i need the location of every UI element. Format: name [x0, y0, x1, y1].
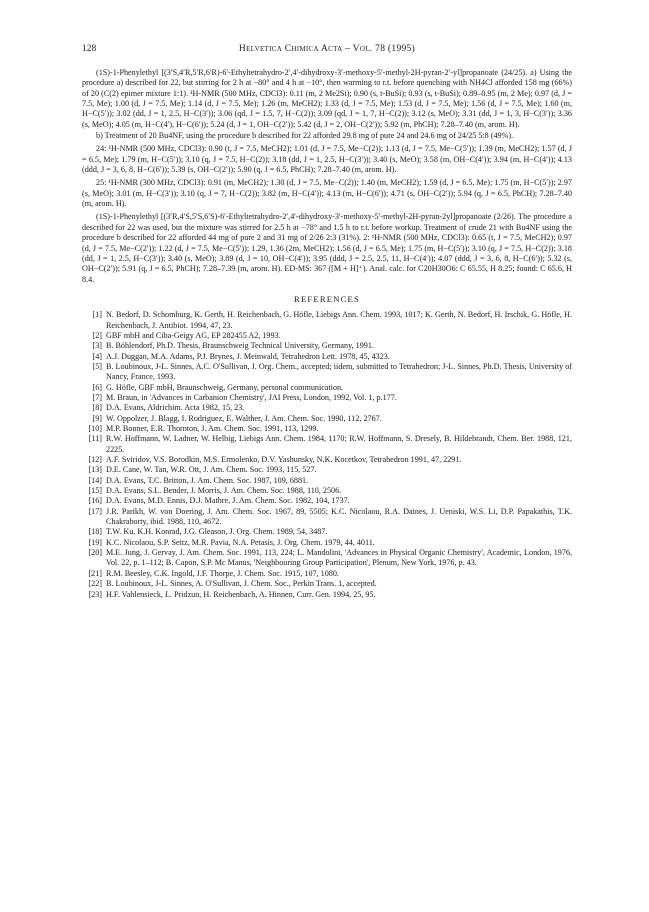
reference-text: D.A. Evans, Aldrichim. Acta 1982, 15, 23. [106, 403, 245, 413]
reference-text: R.W. Hoffmann, W. Ladner, W. Helbig, Liebigs Ann. Chem. 1984, 1170; R.W. Hoffmann, S. Dresely, B. Hildebrandt, Chem. Ber. 1988, 121, 2225. [106, 434, 572, 454]
paragraph-nmr-24: 24: ¹H-NMR (500 MHz, CDCl3): 0.90 (t, J = 7.5, MeCH2); 1.01 (d, J = 7.5, Me−C(2)); 1.13 (d, J = 7.5, Me−C(5′)); 1.39 (m, MeCH2); 1.57 (d, J = 6.5, Me); 1.79 (m, H−C(5′)); 3.10 (q, J = 7.5, H−C(2)); 3.18 (dd, J = 1, 2.5, H−C(3′)); 3.40 (s, MeO); 3.58 (m, OH−C(4′)); 3.94 (m, H−C(4′)); 4.13 (ddd, J = 3, 6, 8, H−C(6′)); 5.39 (s, OH−C(2′)); 5.90 (q, J = 6.5, PhCH); 7.28–7.40 (m, arom. H). [82, 144, 572, 175]
reference-number: [20] [88, 548, 102, 558]
references-heading: REFERENCES [294, 293, 360, 304]
reference-number: [3] [92, 341, 102, 351]
reference-text: R.M. Beesley, C.K. Ingold, J.F. Thorpe, J. Chem. Soc. 1915, 107, 1080. [106, 568, 339, 578]
reference-item [82, 507, 572, 528]
reference-number: [6] [92, 382, 102, 392]
reference-item [82, 383, 572, 393]
reference-number: [21] [88, 568, 102, 578]
reference-item [82, 455, 572, 465]
reference-item [82, 352, 572, 362]
reference-text: B. Loubinoux, J-L. Sinnes, A. O'Sullivan, J. Chem. Soc., Perkin Trans. 1, accepted. [106, 579, 377, 589]
reference-text: M.P. Bonner, E.R. Thornton, J. Am. Chem. Soc. 1991, 113, 1299. [106, 424, 319, 433]
paragraph-nmr-25: 25: ¹H-NMR (300 MHz, CDCl3): 0.91 (m, MeCH2); 1.30 (d, J = 7.5, Me−C(2)); 1.40 (m, MeCH2); 1.59 (d, J = 6.5, Me); 1.75 (m, H−C(5′)); 2.97 (s, MeO); 3.01 (m, H−C(3′)); 3.10 (q, J = 7, H−C(2)); 3.82 (m, H−C(4′)); 4.13 (m, H−C(6′)); 4.71 (s, OH−C(2′)); 5.94 (q, J = 6.5, PhCH); 7.28–7.40 (m, arom. H). [82, 178, 572, 209]
reference-item [82, 424, 572, 434]
reference-item [82, 331, 572, 341]
reference-number: [13] [88, 465, 102, 475]
reference-number: [12] [88, 455, 102, 465]
paragraph-compound-2-26: (1S)-1-Phenylethyl [(3′R,4′S,5′S,6′S)-6′-Ethyltetrahydro-2′,4′-dihydroxy-3′-methoxy-5′-methyl-2H-pyran-2yl]propanoate (2/26). The procedure a described for 22 was used, but the mixture was stirred for 2.5 h at −78° and 1.5 h to r.t. before workup. Treatment of crude 21 with Bu4NF using the procedure b described for 22 afforded 44 mg of pure 2 and 31 mg of 2/26 2:3 (31%). 2: ¹H-NMR (500 MHz, CDCl3): 0.65 (t, J = 7.5, MeCH2); 0.97 (d, J = 7.5, Me−C(2′)); 1.22 (d, J = 7.5, Me−C(5′)); 1.29, 1.36 (2m, MeCH2); 1.56 (d, J = 6.5, Me); 1.75 (m, H−C(5′)); 3.10 (q, J = 7.5, H−C(2)); 3.18 (dd, J = 1, 2.5, H−C(3′)); 3.40 (s, MeO); 3.89 (d, J = 10, OH−C(4′)); 3.95 (ddd, J = 2.5, 2.5, 11, H−C(4′)); 4.07 (ddd, J = 3, 6, 8, H−C(6′)); 5.32 (s, OH−C(2′)); 5.91 (q, J = 6.5, PhCH); 7.28–7.39 (m, arom. H). ED-MS: 367 ([M + H]⁺). Anal. calc. for C20H30O6: C 65.55, H 8.25; found: C 65.6, H 8.4. [82, 212, 572, 284]
reference-item [82, 434, 572, 455]
reference-text: D.A. Evans, S.L. Bender, J. Morris, J. Am. Chem. Soc. 1988, 110, 2506. [106, 486, 342, 496]
reference-item [82, 590, 572, 600]
paragraph-procedure-b: b) Treatment of 20 Bu4NF, using the procedure b described for 22 afforded 29.8 mg of pure 24 and 24.6 mg of 24/25 5:8 (49%). [96, 131, 514, 141]
page-number: 128 [82, 44, 97, 54]
reference-item [82, 403, 572, 413]
reference-text: N. Bedorf, D. Schomburg, K. Gerth, H. Reichenbach, G. Höfle, Liebigs Ann. Chem. 1993, 1017; K. Gerth, N. Bedorf, H. Irschik, G. Höfle, H. Reichenbach, J. Antibiot. 1994, 47, 23. [106, 310, 572, 330]
reference-number: [22] [88, 579, 102, 589]
reference-number: [19] [88, 537, 102, 547]
reference-text: A.J. Duggan, M.A. Adams, P.J. Brynes, J. Meinwald, Tetrahedron Lett. 1978, 45, 4323. [106, 351, 390, 361]
article-body [82, 68, 572, 600]
reference-item [82, 393, 572, 403]
reference-number: [15] [88, 486, 102, 496]
reference-item [82, 476, 572, 486]
reference-number: [14] [88, 475, 102, 485]
reference-text: GBF mbH and Ciba-Geigy AG, EP 282455 A2, 1993. [106, 330, 281, 340]
reference-text: H.F. Vahlensieck, L. Pridzun, H. Reichenbach, A. Hinnen, Curr. Gen. 1994, 25, 95. [106, 589, 376, 599]
reference-number: [17] [88, 506, 102, 516]
reference-item [82, 486, 572, 496]
reference-text: D.A. Evans, M.D. Ennis, D.J. Mathre, J. Am. Chem. Soc. 1982, 104, 1737. [106, 496, 350, 506]
reference-number: [10] [88, 424, 102, 433]
reference-number: [9] [92, 413, 102, 423]
reference-item [82, 579, 572, 589]
reference-item [82, 465, 572, 475]
reference-text: D.E. Cane, W. Tan, W.R. Ott, J. Am. Chem. Soc. 1993, 115, 527. [106, 465, 317, 475]
reference-number: [2] [92, 330, 102, 340]
reference-number: [23] [88, 589, 102, 599]
reference-text: M.E. Jung, J. Gervay, J. Am. Chem. Soc. 1991, 113, 224; L. Mandolini, 'Advances in Physical Organic Chemistry', Academic, London, 1976, Vol. 22, p. 1–112; B. Capon, S.P. Mc Manus, 'Neighbouring Group Participation', Plenum, New York, 1976, p. 43. [106, 548, 572, 568]
reference-item [82, 310, 572, 331]
reference-number: [11] [88, 434, 102, 444]
running-header [82, 44, 572, 56]
reference-text: J.R. Parikh, W. von Doering, J. Am. Chem. Soc. 1967, 89, 5505; K.C. Nicolaou, R.A. Daines, J. Ueniski, W.S. Li, D.P. Papakathis, T.K. Chakraborty, ibid. 1988, 110, 4672. [106, 506, 572, 527]
reference-text: M. Braun, in 'Advances in Carbanion Chemistry', JAI Press, London, 1992, Vol. 1, p.177. [106, 392, 397, 402]
reference-item [82, 496, 572, 506]
reference-text: T.W. Ku, K.H. Konrad, J.G. Gleason, J. Org. Chem. 1989, 54, 3487. [106, 527, 328, 537]
reference-text: B. Loubinoux, J-L. Sinnes, A.C. O'Sullivan, J. Org. Chem., accepted; iidem, submitted to Tetrahedron; J-L. Sinnes, Ph.D. Thesis, University of Nancy, France, 1993. [106, 361, 572, 382]
reference-item [82, 548, 572, 569]
paragraph-compound-24-25: (1S)-1-Phenylethyl [(3′S,4′R,5′R,6′R)-6′-Ethyltetrahydro-2′,4′-dihydroxy-3′-methoxy-5′-methyl-2H-pyran-2′-yl]propanoate (24/25). a) Using the procedure a) described for 22, but stirring for 2 h at −80° and 4 h at −10°, then warming to r.t. before quenching with NH4Cl afforded 158 mg (66%) of 20 (C(2) epimer mixture 1:1). ¹H-NMR (500 MHz, CDCl3): 0.11 (m, 2 Me2Si); 0.90 (s, t-BuSi); 0.93 (s, t-BuSi); 0.89–0.95 (m, 2 Me); 0.97 (d, J = 7.5, Me); 1.00 (d, J = 7.5, Me); 1.14 (d, J = 7.5, Me); 1.26 (m, MeCH2); 1.33 (d, J = 7.5, Me); 1.53 (d, J = 7.5, Me); 1.56 (d, J = 7.5, Me); 1.60 (m, H−C(5′)); 3.02 (dd, J = 1, 2.5, H−C(3′)); 3.06 (qd, J = 1.5, 7, H−C(2)); 3.09 (qd, J = 1, 7, H−C(2)); 3.12 (s, MeO); 3.31 (dd, J = 1, 3, H−C(3′)); 3.36 (s, MeO); 4.05 (m, H−C(4′), H−C(6′)); 5.24 (d, J = 1, OH−C(2′)); 5.42 (d, J = 2, OH−C(2′)); 5.92 (m, PhCH); 7.28–7.40 (m, arom. H). [82, 68, 572, 129]
reference-item [82, 538, 572, 548]
reference-number: [7] [92, 392, 102, 402]
reference-number: [1] [92, 310, 102, 320]
reference-number: [4] [92, 351, 102, 361]
reference-item [82, 414, 572, 424]
reference-item [82, 341, 572, 351]
references-list [82, 310, 572, 600]
reference-text: A.F. Sviridov, V.S. Borodkin, M.S. Ermolenko, D.V. Yashunsky, N.K. Kocetkov, Tetrahedron 1991, 47, 2291. [106, 455, 462, 465]
reference-text: D.A. Evans, T.C. Britton, J. Am. Chem. Soc. 1987, 109, 6881. [106, 475, 309, 485]
reference-text: G. Höfle, GBF mbH, Braunschweig, Germany, personal communication. [106, 382, 344, 392]
reference-text: B. Böhlendorf, Ph.D. Thesis, Braunschweig Technical University, Germany, 1991. [106, 341, 374, 351]
reference-text: K.C. Nicolaou, S.P. Seitz, M.R. Pavia, N.A. Petasis, J. Org. Chem. 1979, 44, 4011. [106, 537, 375, 547]
reference-item [82, 527, 572, 537]
reference-text: W. Oppolzer, J. Blagg, I. Rodriguez, E. Walther, J. Am. Chem. Soc. 1990, 112, 2767. [106, 413, 382, 423]
journal-title: Helvetica Chimica Acta – Vol. 78 (1995) [238, 44, 416, 54]
reference-number: [5] [92, 361, 102, 371]
reference-number: [8] [92, 403, 102, 413]
reference-number: [16] [88, 496, 102, 506]
reference-item [82, 569, 572, 579]
reference-item [82, 362, 572, 383]
reference-number: [18] [88, 527, 102, 537]
